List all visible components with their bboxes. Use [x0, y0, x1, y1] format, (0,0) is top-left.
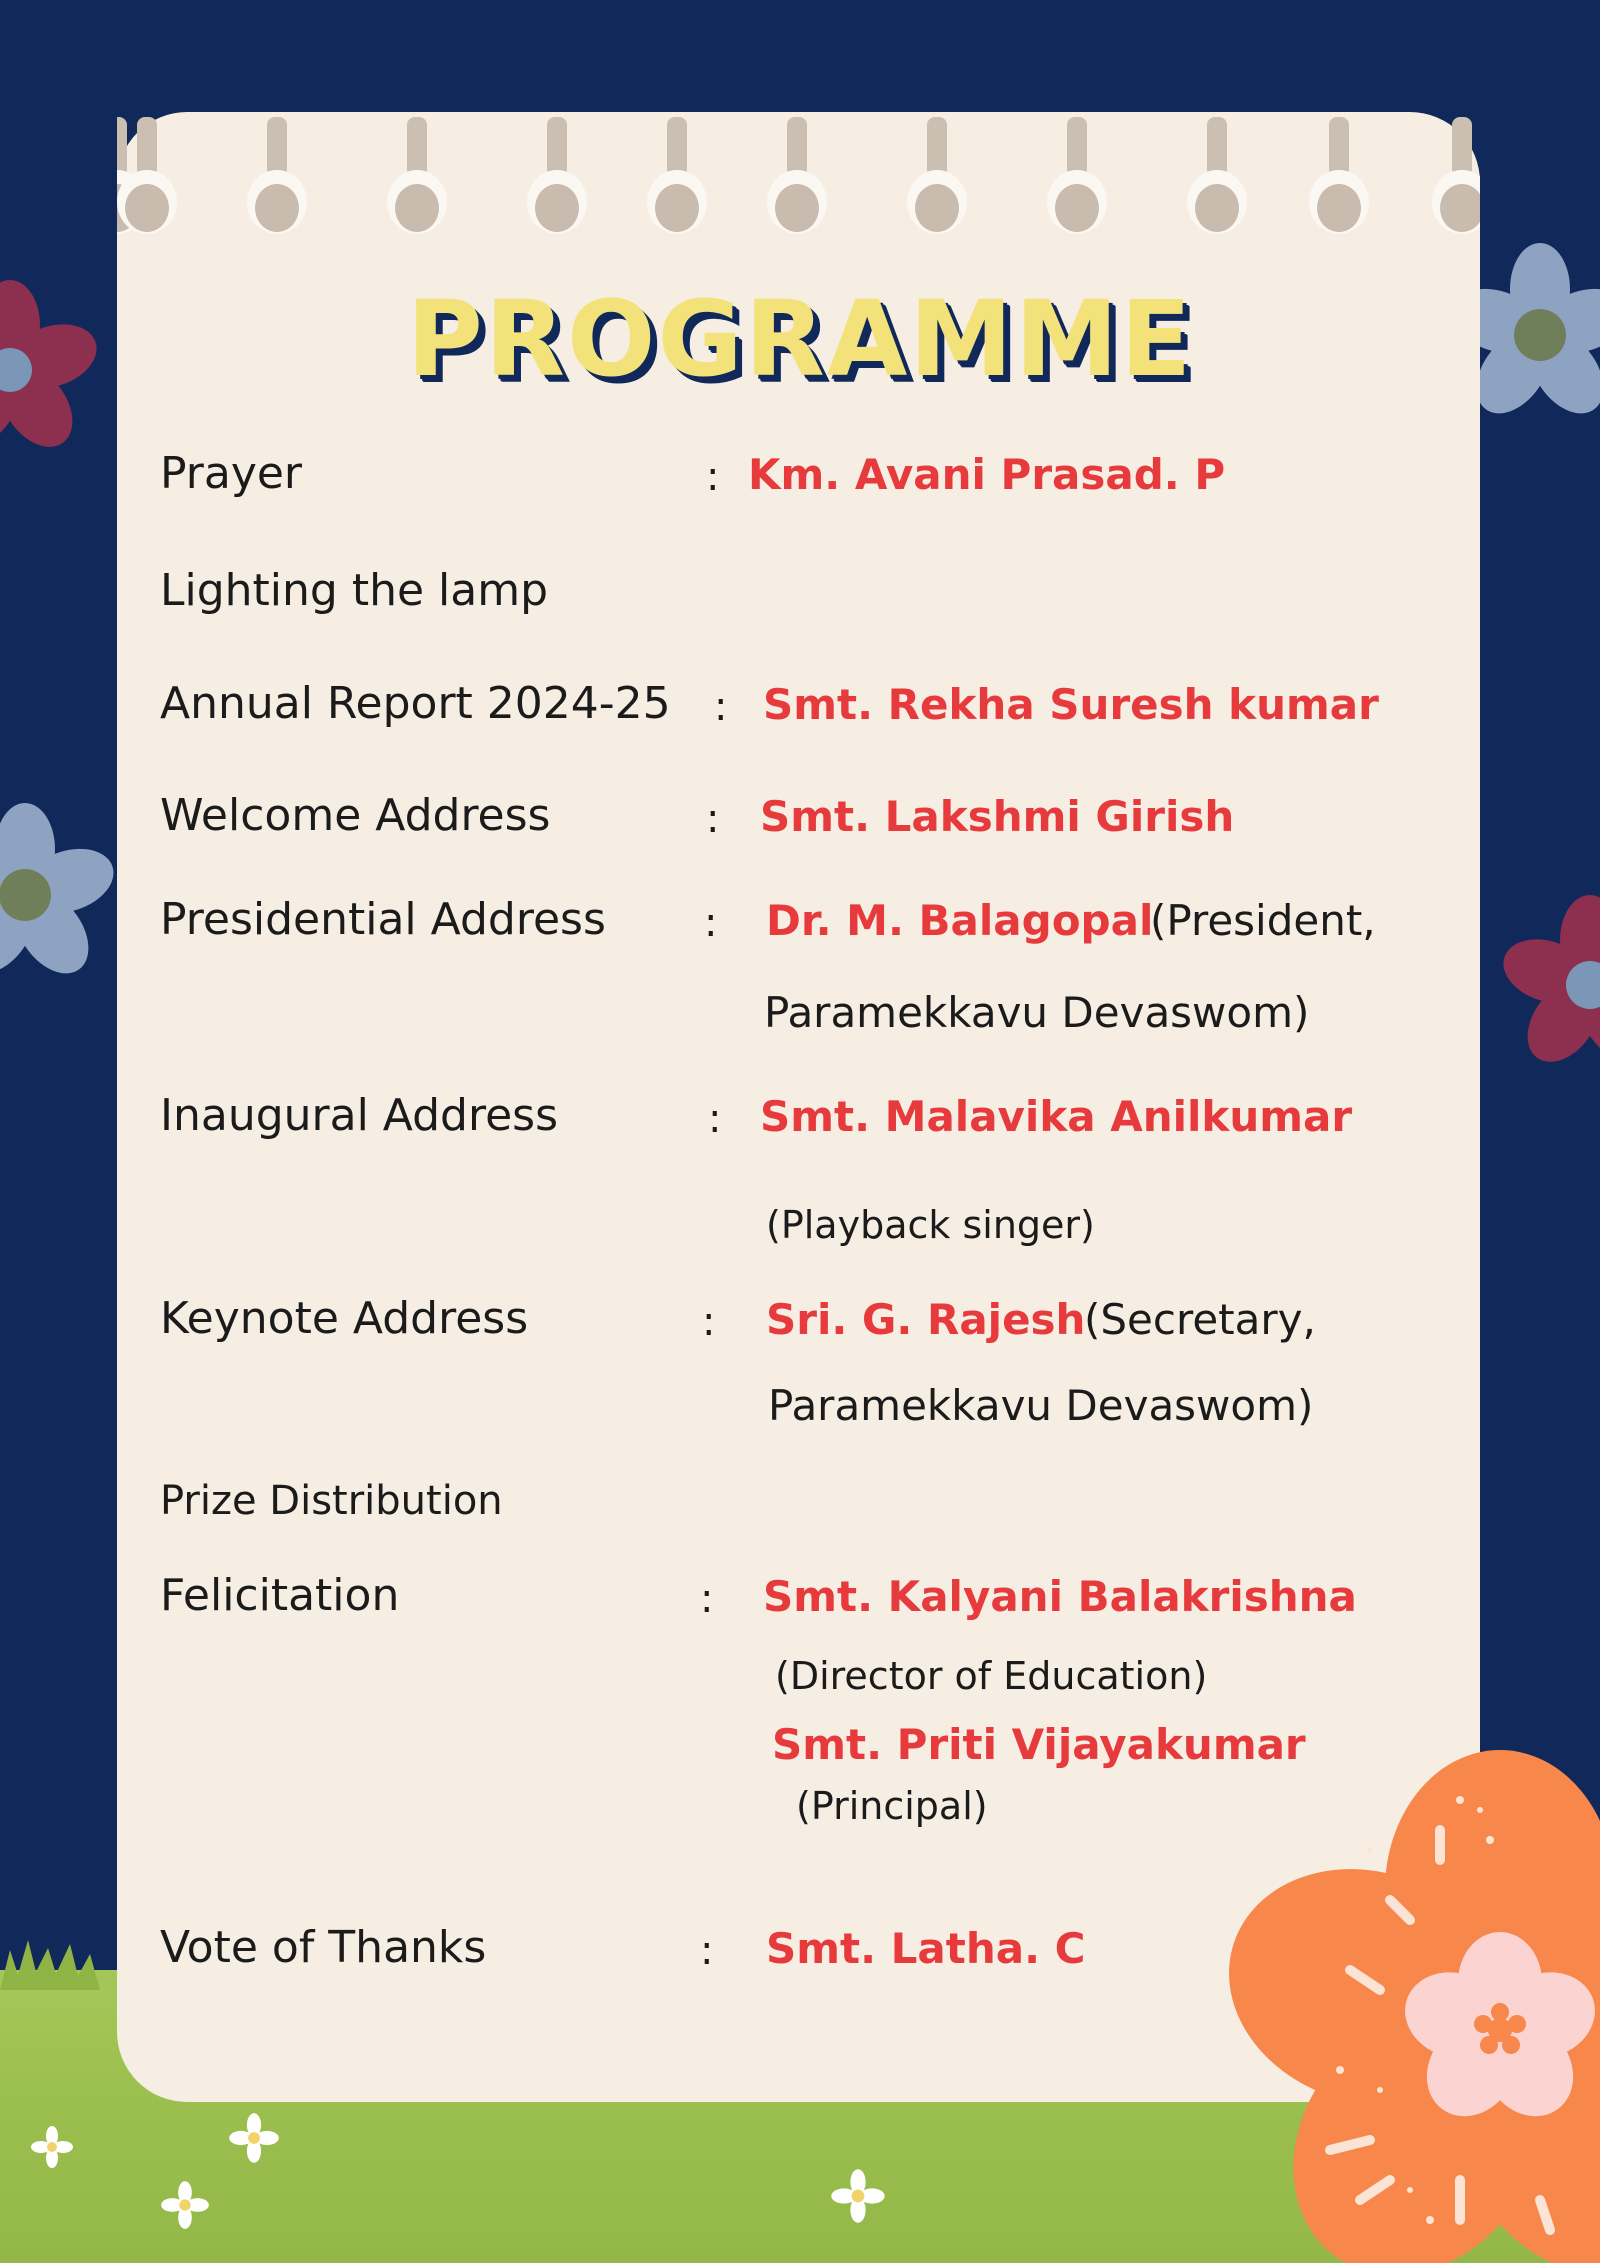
- item-note: (Secretary,: [1084, 1295, 1316, 1344]
- separator: :: [700, 1928, 714, 1974]
- daisy-icon: [30, 2125, 74, 2169]
- item-name: Smt. Priti Vijayakumar: [772, 1720, 1306, 1769]
- item-label: Felicitation: [160, 1570, 400, 1621]
- item-note: (Principal): [796, 1784, 988, 1828]
- item-label: Annual Report 2024-25: [160, 678, 671, 729]
- item-note: (Director of Education): [775, 1654, 1208, 1698]
- separator: :: [702, 1299, 716, 1345]
- item-name: Smt. Latha. C: [766, 1924, 1086, 1973]
- daisy-icon: [228, 2112, 280, 2164]
- separator: :: [704, 900, 718, 946]
- item-note: (President,: [1150, 896, 1376, 945]
- item-name: Smt. Lakshmi Girish: [760, 792, 1235, 841]
- item-label: Inaugural Address: [160, 1090, 559, 1141]
- item-note: (Playback singer): [766, 1203, 1095, 1247]
- item-label: Lighting the lamp: [160, 565, 549, 616]
- flower-icon: [0, 800, 120, 990]
- page-title: PROGRAMME: [406, 278, 1194, 400]
- item-label: Prayer: [160, 448, 303, 499]
- item-name: Dr. M. Balagopal: [766, 896, 1154, 945]
- separator: :: [700, 1576, 714, 1622]
- item-label: Keynote Address: [160, 1293, 529, 1344]
- daisy-icon: [160, 2180, 210, 2230]
- item-name: Smt. Malavika Anilkumar: [760, 1092, 1353, 1141]
- item-label: Presidential Address: [160, 894, 606, 945]
- item-label: Prize Distribution: [160, 1478, 503, 1524]
- item-note: Paramekkavu Devaswom): [768, 1381, 1314, 1430]
- separator: :: [706, 796, 720, 842]
- daisy-icon: [830, 2168, 886, 2224]
- orange-flower-icon: [1200, 1740, 1600, 2263]
- separator: :: [708, 1096, 722, 1142]
- item-label: Welcome Address: [160, 790, 551, 841]
- separator: :: [706, 454, 720, 500]
- item-name: Sri. G. Rajesh: [766, 1295, 1086, 1344]
- item-label: Vote of Thanks: [160, 1922, 487, 1973]
- spiral-binding-rings: [117, 112, 1480, 282]
- item-name: Km. Avani Prasad. P: [748, 450, 1226, 499]
- item-name: Smt. Rekha Suresh kumar: [763, 680, 1379, 729]
- item-name: Smt. Kalyani Balakrishna: [763, 1572, 1357, 1621]
- separator: :: [714, 684, 728, 730]
- flower-icon: [1500, 895, 1600, 1075]
- item-note: Paramekkavu Devaswom): [764, 988, 1310, 1037]
